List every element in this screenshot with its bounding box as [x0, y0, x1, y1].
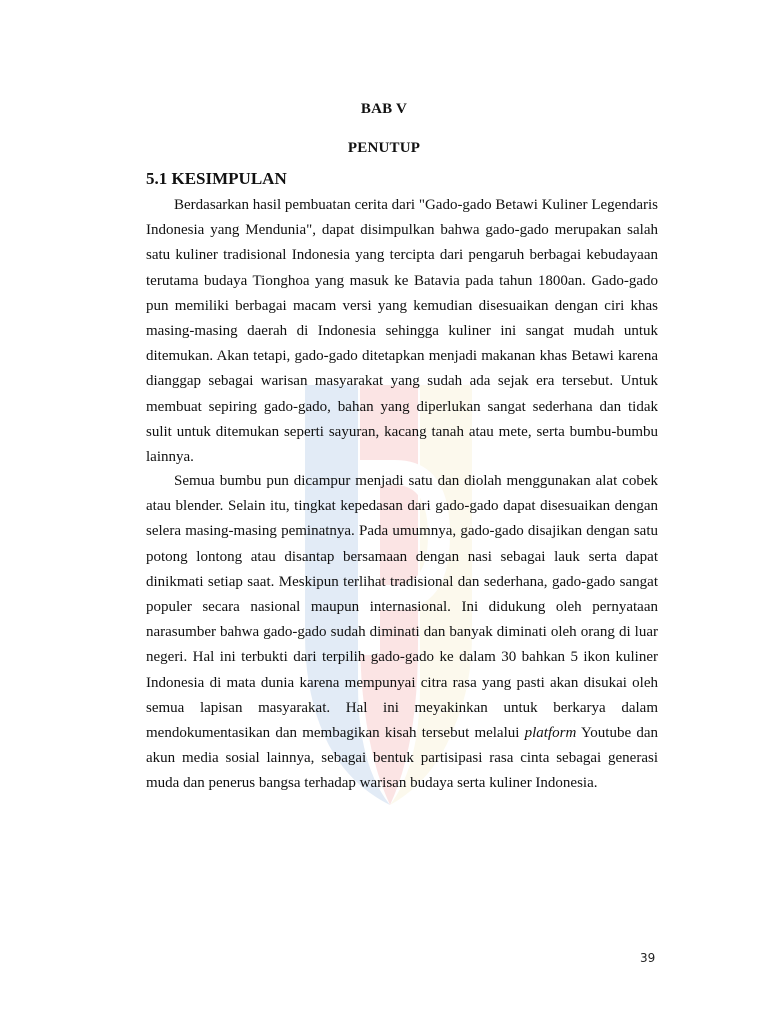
paragraph	[146, 469, 658, 797]
chapter-number: BAB V	[360, 101, 408, 117]
section-heading: 5.1 KESIMPULAN	[146, 169, 287, 188]
paragraph-text: Youtube dan akun media sosial lainnya, sebagai bentuk partisipasi rasa cinta sebagai generasi muda dan penerus bangsa terhadap warisan budaya serta kuliner Indonesia.	[146, 725, 658, 792]
italic-term: platform	[524, 725, 577, 742]
chapter-title: PENUTUP	[347, 140, 421, 156]
paragraph: Berdasarkan hasil pembuatan cerita dari "Gado-gado Betawi Kuliner Legendaris Indonesia yang Mendunia", dapat disimpulkan bahwa gado-gado merupakan salah satu kuliner tradisional Indonesia yang tercipta dari pengaruh berbagai kebudayaan terutama budaya Tionghoa yang masuk ke Batavia pada tahun 1800an. Gado-gado pun memiliki berbagai macam versi yang kemudian disesuaikan dengan ciri khas masing-masing daerah di Indonesia sehingga kuliner ini sangat mudah untuk ditemukan. Akan tetapi, gado-gado ditetapkan menjadi makanan khas Betawi karena dianggap sebagai warisan masyarakat yang sudah ada sejak era tersebut. Untuk membuat sepiring gado-gado, bahan yang diperlukan sangat sederhana dan tidak sulit untuk ditemukan seperti sayuran, kacang tanah atau mete, serta bumbu-bumbu lainnya.	[146, 197, 658, 466]
page-number: 39	[640, 951, 656, 965]
paragraph-text: Semua bumbu pun dicampur menjadi satu dan diolah menggunakan alat cobek atau blender. Selain itu, tingkat kepedasan dari gado-gado dapat disesuaikan dengan selera masing-masing peminatnya. Pada umumnya, gado-gado disajikan dengan satu potong lontong atau disantap bersamaan dengan nasi sebagai lauk serta dapat dinikmati setiap saat. Meskipun terlihat tradisional dan sederhana, gado-gado sangat populer secara nasional maupun internasional. Ini didukung oleh pernyataan narasumber bahwa gado-gado sudah diminati dan banyak diminati oleh orang di luar negeri. Hal ini terbukti dari terpilih gado-gado ke dalam 30 bahkan 5 ikon kuliner Indonesia di mata dunia karena mempunyai citra rasa yang pasti akan disukai oleh semua lapisan masyarakat. Hal ini meyakinkan untuk berkarya dalam mendokumentasikan dan membagikan kisah tersebut melalui	[146, 473, 658, 742]
